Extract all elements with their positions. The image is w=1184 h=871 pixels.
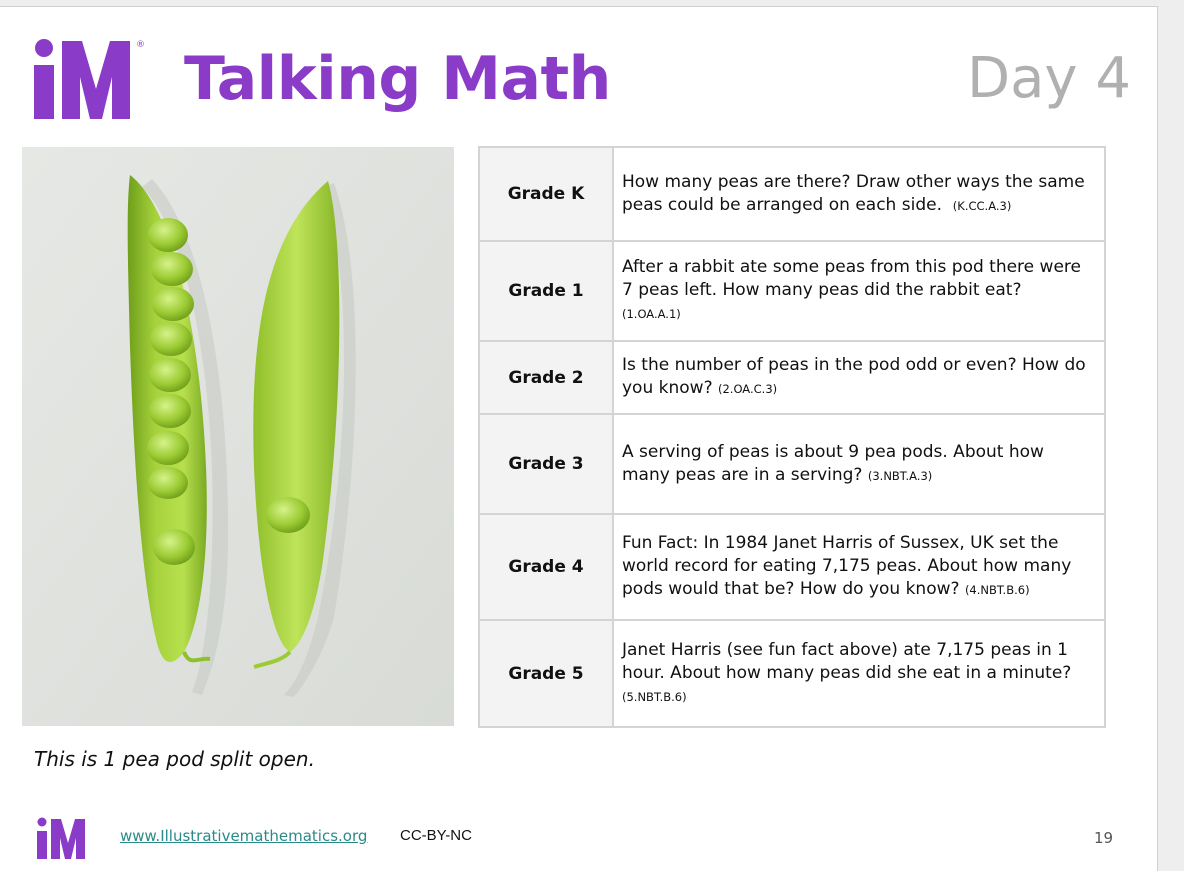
im-logo-small [36, 817, 92, 861]
grade-label: Grade 3 [479, 414, 613, 514]
standard-code: (2.OA.C.3) [718, 382, 778, 396]
website-link[interactable]: www.Illustrativemathematics.org [120, 827, 368, 845]
table-row [479, 414, 1105, 514]
question-text: A serving of peas is about 9 pea pods. About how many peas are in a serving? [622, 441, 1044, 485]
pea-pod-photo [22, 147, 454, 726]
question-cell [613, 241, 1105, 341]
table-row [479, 620, 1105, 727]
photo-caption: This is 1 pea pod split open. [34, 747, 315, 771]
standard-code: (5.NBT.B.6) [622, 689, 687, 704]
question-cell [613, 514, 1105, 620]
svg-text:®: ® [136, 40, 145, 50]
page-title: Talking Math [184, 44, 611, 114]
standard-code: (1.OA.A.1) [622, 307, 681, 321]
grade-questions-table [478, 146, 1106, 728]
standard-code: (3.NBT.A.3) [867, 468, 933, 483]
pea-right [266, 497, 310, 533]
slide [0, 6, 1158, 871]
grade-label: Grade K [479, 147, 613, 241]
standard-code: (4.NBT.B.6) [964, 583, 1030, 597]
table-row [479, 147, 1105, 241]
day-label: Day 4 [966, 46, 1131, 111]
license-label: CC-BY-NC [400, 827, 472, 844]
grade-label: Grade 4 [479, 514, 613, 620]
standard-code: (K.CC.A.3) [952, 198, 1012, 213]
question-cell [613, 147, 1105, 241]
question-text: Is the number of peas in the pod odd or even? How do you know? [622, 355, 1086, 398]
table-row [479, 514, 1105, 620]
question-text: Fun Fact: In 1984 Janet Harris of Sussex, UK set the world record for eating 7,175 peas. About how many pods would that be? How do you know? [622, 533, 1072, 599]
table-row [479, 341, 1105, 414]
table-row [479, 241, 1105, 341]
question-cell [613, 620, 1105, 727]
im-logo [30, 37, 150, 121]
question-cell [613, 341, 1105, 414]
page-number: 19 [1094, 829, 1114, 847]
question-text: After a rabbit ate some peas from this pod there were 7 peas left. How many peas did the rabbit eat? [622, 257, 1081, 300]
grade-label: Grade 1 [479, 241, 613, 341]
question-cell [613, 414, 1105, 514]
grade-label: Grade 5 [479, 620, 613, 727]
question-text: How many peas are there? Draw other ways the same peas could be arranged on each side. [622, 171, 1085, 215]
grade-label: Grade 2 [479, 341, 613, 414]
question-text: Janet Harris (see fun fact above) ate 7,175 peas in 1 hour. About how many peas did she eat in a minute? [622, 639, 1072, 683]
